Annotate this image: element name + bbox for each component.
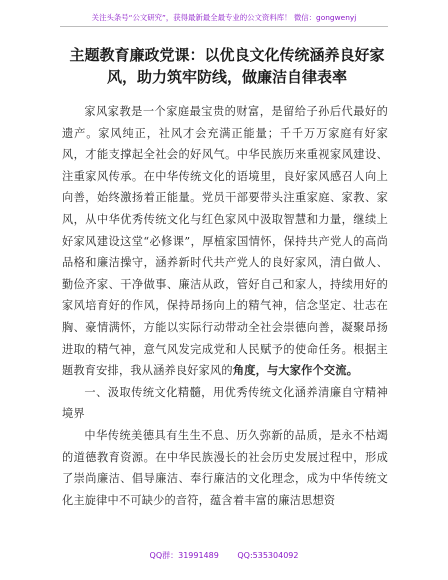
intro-bold-text: 角度，与大家作个交流。 [232, 364, 359, 378]
section-1-heading: 一、汲取传统文化精髓，用优秀传统文化涵养清廉自守精神境界 [62, 385, 388, 421]
footer-qq-group: QQ群：31991489 [149, 551, 219, 560]
document-body [62, 101, 388, 511]
document-title: 主题教育廉政党课：以优良文化传统涵养良好家风，助力筑牢防线，做廉洁自律表率 [69, 46, 385, 86]
intro-text: 家风家教是一个家庭最宝贵的财富，是留给子孙后代最好的遗产。家风纯正，社风才会充满正能量；千千万万家庭有好家风，才能支撑起全社会的好风气。中华民族历来重视家风建设、注重家风传承。在中华传统文化的语境里，良好家风感召人向上向善，始终激扬着正能量。党员干部要带头注重家庭、家教、家风，从中华优秀传统文化与红色家风中汲取智慧和力量，继续上好家风建设这堂“必修课”，厚植家国情怀，保持共产党人的高尚品格和廉洁操守，涵养新时代共产党人的良好家风，清白做人、勤俭齐家、干净做事、廉洁从政，管好自己和家人，持续用好的家风培育好的作风，保持昂扬向上的精气神，信念坚定、壮志在胸、豪情满怀，方能以实际行动带动全社会崇德向善，凝聚昂扬进取的精气神，意气风发完成党和人民赋予的使命任务。根据主题教育安排，我从涵养良好家风的 [62, 105, 388, 378]
section-1-paragraph: 中华传统美德具有生生不息、历久弥新的品质，是永不枯竭的道德教育资源。在中华民族漫长的社会历史发展过程中，形成了崇尚廉洁、倡导廉洁、奉行廉洁的文化理念，成为中华传统文化主旋律中不可缺少的音符，蕴含着丰富的廉洁思想资 [62, 428, 388, 507]
footer-contact [0, 550, 448, 561]
footer-qq-id: QQ:535304092 [237, 551, 299, 560]
header-divider [60, 26, 388, 27]
header-notice: 关注头条号“公文研究”，获得最新最全最专业的公文资料库！ 微信：gongwenyj [91, 13, 357, 22]
intro-paragraph [62, 101, 388, 382]
